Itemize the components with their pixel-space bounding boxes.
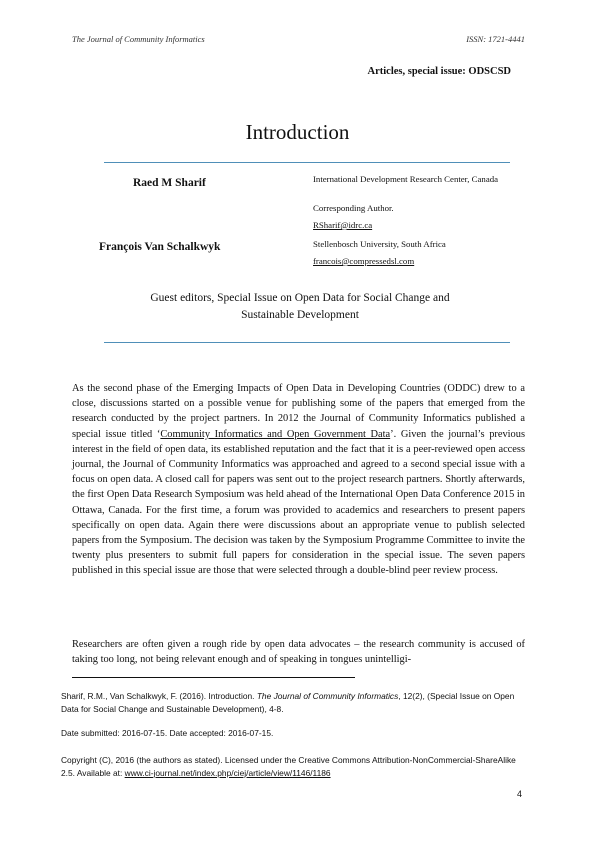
section-label: Articles, special issue: ODSCSD [367,66,511,77]
cio-open-government-data-link[interactable]: Community Informatics and Open Government Data [160,428,391,440]
author-email-link-2[interactable]: francois@compressedsl.com [313,256,415,266]
author-affiliation-2: Stellenbosch University, South Africa [313,239,446,249]
guest-editors-line [110,290,490,324]
footnote-rule [72,677,355,678]
title-rule [104,162,510,163]
author-email-link-1[interactable]: RSharif@idrc.ca [313,220,373,230]
author-affiliation-1: International Development Research Center, Canada [313,174,499,184]
footnote-citation-start: Sharif, R.M., Van Schalkwyk, F. (2016). Introduction. [61,691,257,701]
guest-editors-line-1: Guest editors, Special Issue on Open Data for Social Change and [150,292,450,304]
guest-editors-rule [104,342,510,343]
author-name-2: François Van Schalkwyk [99,241,221,253]
article-url-link[interactable]: www.ci-journal.net/index.php/ciej/article/view/1146/1186 [124,767,331,778]
guest-editors-line-2: Sustainable Development [241,309,359,321]
footnote-citation-journal: The Journal of Community Informatics [256,691,399,701]
article-title: Introduction [245,120,350,144]
body-paragraph-1-start: As the second phase of the Emerging Impacts of Open Data in Developing Countries (ODDC) drew to a close, discussions started on a possible venue for publishing some of the papers that emerged from the research conducted by the project partners. In 2012 the Journal of Community Informatics published a special issue titled ‘ [72,383,525,440]
footnote-dates: Date submitted: 2016-07-15. Date accepted: 2016-07-15. [61,728,274,738]
author-email-2[interactable] [313,256,507,267]
footnote-citation-rest: , 12(2), (Special Issue on Open Data for Social Change and Sustainable Development), 4-8. [61,691,515,714]
footnote-citation [61,690,531,715]
footnote-copyright-text: Copyright (C), 2016 (the authors as stated). Licensed under the Creative Commons Attribution-NonCommercial-ShareAlike 2.5. Available at: [61,755,516,778]
author-note-1: Corresponding Author. [313,203,394,213]
author-name-1: Raed M Sharif [133,177,206,189]
running-header-issn: ISSN: 1721-4441 [466,34,525,44]
author-email-1[interactable] [313,220,507,231]
body-paragraph-2: Researchers are often given a rough ride by open data advocates – the research community is accused of taking too long, not being relevant enough and of speaking in tongues unintelligi- [72,639,525,666]
body-paragraph-1 [72,381,525,579]
running-header-journal: The Journal of Community Informatics [72,34,205,44]
footnote-copyright [61,754,531,779]
body-paragraph-1-rest: ’. Given the journal’s previous interest in the field of open data, its established reputation and the fact that it is a peer-reviewed open access journal, the Journal of Community Informatics was approached and agreed to a second special issue with a focus on open data. A closed call for papers was sent out to the project research partners. Shortly afterwards, the first Open Data Research Symposium was held ahead of the International Open Data Conference 2015 in Ottawa, Canada. For the first time, a forum was provided to academics and researchers to present papers specifically on open data. Again there were discussions about an appropriate venue to publish selected papers from the Symposium. The decision was taken by the Symposium Programme Committee to invite the twenty plus presenters to submit full papers for consideration in the special issue. The seven papers published in this special issue are those that were selected through a double-blind peer review process. [72,428,525,577]
page-number: 4 [516,789,522,799]
